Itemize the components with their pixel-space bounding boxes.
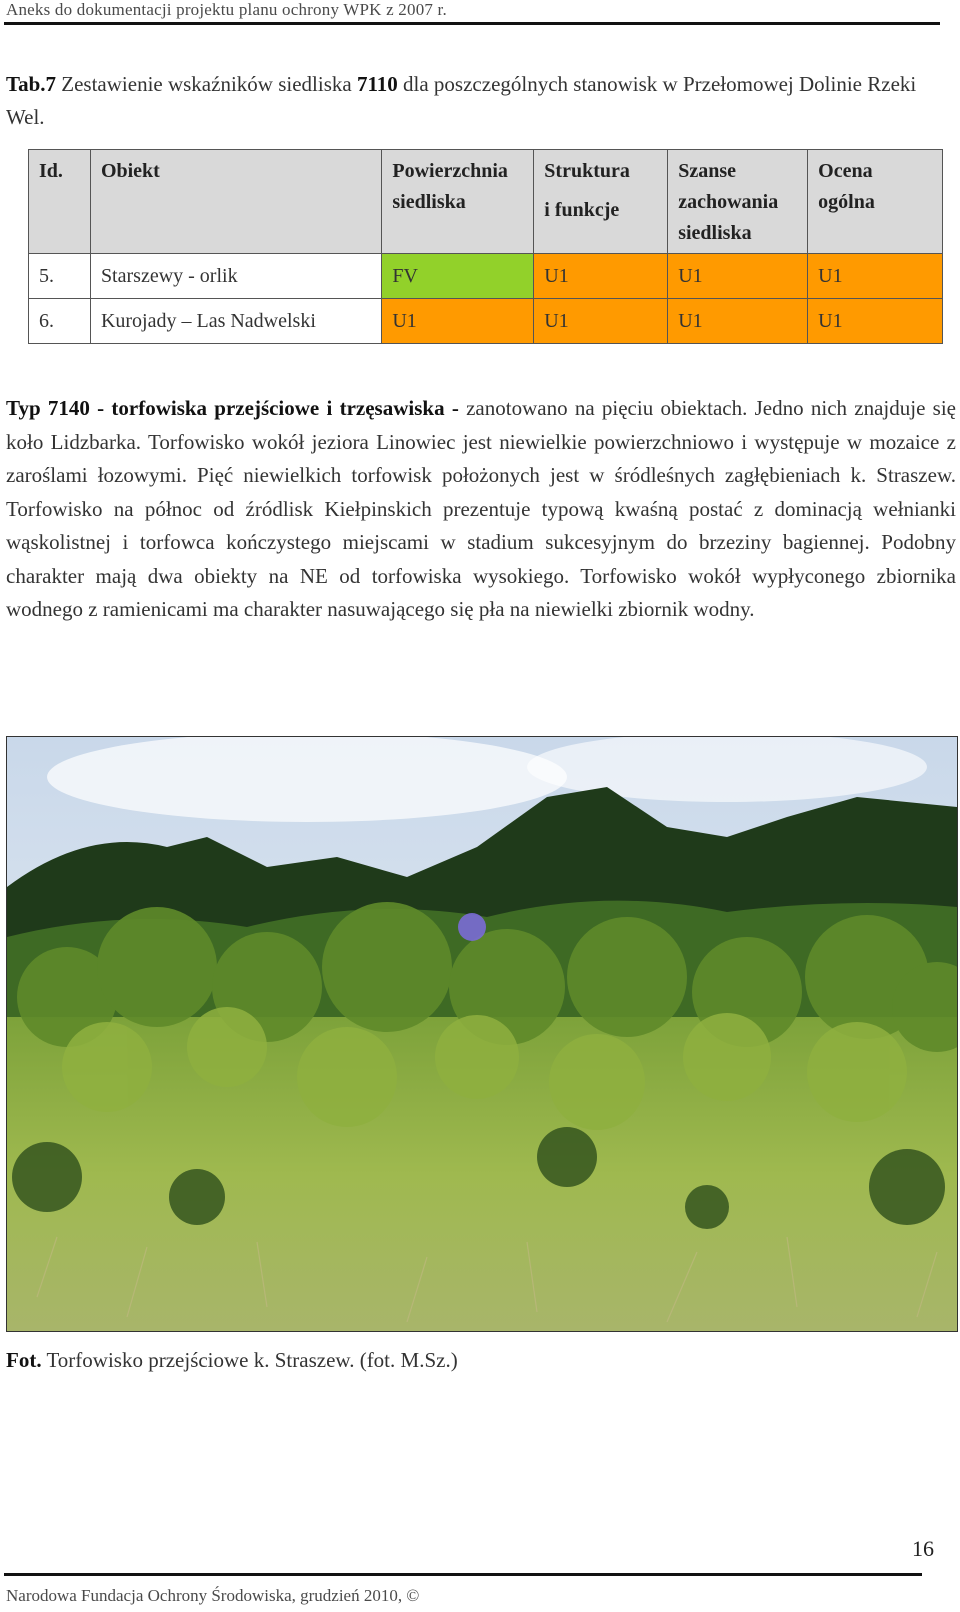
habitat-paragraph [6, 392, 956, 627]
cell-szanse: U1 [668, 254, 808, 299]
footer-rule [4, 1573, 922, 1576]
header-szanse: Szanse zachowania siedliska [668, 150, 808, 254]
cell-szanse: U1 [668, 299, 808, 344]
running-footer: Narodowa Fundacja Ochrony Środowiska, grudzień 2010, © [6, 1586, 420, 1605]
indicators-table [28, 149, 943, 344]
peatland-photo-illustration [7, 737, 957, 1331]
cell-powierzchnia: U1 [382, 299, 534, 344]
paragraph-text: zanotowano na pięciu obiektach. Jedno nich znajduje się koło Lidzbarka. Torfowisko wokół jeziora Linowiec jest niewielkie powierzchniowo i występuje w mozaice z zaroślami łozowymi. Pięć niewielkich torfowisk położonych jest w śródleśnych zagłębieniach k. Straszew. Torfowisko na północ od źródlisk Kiełpinskich prezentuje typową kwaśną postać z dominacją wełnianki wąskolistnej i torfowca kończystego miejscami w stadium sukcesyjnym do brzeziny bagiennej. Podobny charakter mają dwa obiekty na NE od torfowiska wysokiego. Torfowisko wokół wypłyconego zbiornika wodnego z ramienicami ma charakter nasuwającego się pła na niewielki zbiornik wodny. [6, 396, 956, 621]
photo-caption-label: Fot. [6, 1348, 42, 1372]
table-row [29, 254, 943, 299]
header-powierzchnia: Powierzchnia siedliska [382, 150, 534, 254]
photo-caption [6, 1348, 458, 1373]
caption-text-before: Zestawienie wskaźników siedliska [56, 72, 357, 96]
cell-struktura: U1 [534, 254, 668, 299]
header-ocena: Ocena ogólna [808, 150, 943, 254]
caption-label: Tab.7 [6, 72, 57, 96]
header-struktura-line2: i funkcje [544, 199, 620, 221]
cell-obiekt: Kurojady – Las Nadwelski [90, 299, 381, 344]
table-row [29, 299, 943, 344]
cell-id: 5. [29, 254, 91, 299]
page-number: 16 [912, 1536, 934, 1561]
header-struktura-line1: Struktura [544, 160, 630, 182]
running-header: Aneks do dokumentacji projektu planu ochrony WPK z 2007 r. [6, 0, 447, 19]
header-obiekt: Obiekt [90, 150, 381, 254]
header-id: Id. [29, 150, 91, 254]
cell-id: 6. [29, 299, 91, 344]
header-rule [4, 22, 940, 25]
table-caption [6, 68, 936, 134]
cell-obiekt: Starszewy - orlik [90, 254, 381, 299]
cell-struktura: U1 [534, 299, 668, 344]
cell-ocena: U1 [808, 254, 943, 299]
cell-powierzchnia: FV [382, 254, 534, 299]
peatland-photo [6, 736, 958, 1332]
paragraph-lead: Typ 7140 - torfowiska przejściowe i trzęsawiska - [6, 396, 459, 420]
cell-ocena: U1 [808, 299, 943, 344]
caption-habitat-code: 7110 [356, 72, 398, 96]
table-header-row [29, 150, 943, 254]
header-struktura [534, 150, 668, 254]
photo-caption-text: Torfowisko przejściowe k. Straszew. (fot. M.Sz.) [41, 1348, 458, 1372]
caption-text-after: dla poszczególnych stanowisk w Przełomowej Dolinie Rzeki Wel. [6, 72, 917, 129]
